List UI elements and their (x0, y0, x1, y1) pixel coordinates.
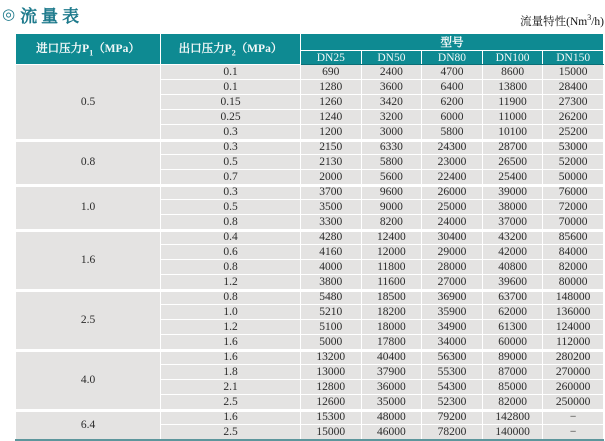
flow-value-cell: 12600 (301, 395, 362, 410)
flow-value-cell: 43200 (482, 230, 543, 245)
table-row (16, 185, 604, 200)
flow-value-cell: 72000 (543, 200, 604, 215)
flow-value-cell: 142800 (482, 410, 543, 425)
flow-value-cell: 39000 (482, 185, 543, 200)
inlet-pressure-cell: 4.0 (16, 350, 161, 410)
flow-unit-label-sup: 3 (587, 13, 592, 23)
flow-unit-label-post: /h) (591, 16, 604, 28)
flow-unit-label (520, 13, 604, 29)
flow-value-cell: 11900 (482, 95, 543, 110)
flow-value-cell: 18500 (361, 290, 422, 305)
flow-value-cell: 4000 (301, 260, 362, 275)
flow-value-cell: 4280 (301, 230, 362, 245)
flow-value-cell: 61300 (482, 320, 543, 335)
flow-value-cell: 60000 (482, 335, 543, 350)
flow-value-cell: 34900 (422, 320, 483, 335)
outlet-pressure-cell: 0.8 (161, 260, 301, 275)
outlet-pressure-cell: 0.4 (161, 230, 301, 245)
flow-value-cell: 56300 (422, 350, 483, 365)
flow-value-cell: 15000 (543, 65, 604, 80)
outlet-pressure-cell: 1.8 (161, 365, 301, 380)
flow-value-cell: 89000 (482, 350, 543, 365)
flow-value-cell: 13000 (301, 365, 362, 380)
flow-value-cell: 36000 (361, 380, 422, 395)
flow-value-cell: 9600 (361, 185, 422, 200)
flow-value-cell: 23000 (422, 155, 483, 170)
flow-value-cell: 27000 (422, 275, 483, 290)
inlet-pressure-cell: 1.0 (16, 185, 161, 230)
outlet-pressure-cell: 0.1 (161, 65, 301, 80)
outlet-pressure-cell: 1.6 (161, 350, 301, 365)
flow-value-cell: 140000 (482, 425, 543, 441)
inlet-pressure-header (16, 34, 161, 65)
flow-value-cell: 85600 (543, 230, 604, 245)
flow-value-cell: 1240 (301, 110, 362, 125)
flow-value-cell: 136000 (543, 305, 604, 320)
flow-value-cell: 6200 (422, 95, 483, 110)
outlet-pressure-cell: 0.1 (161, 80, 301, 95)
flow-value-cell: 11600 (361, 275, 422, 290)
outlet-pressure-cell: 0.5 (161, 155, 301, 170)
flow-value-cell: 5800 (422, 125, 483, 140)
flow-value-cell: 3420 (361, 95, 422, 110)
flow-value-cell: 55300 (422, 365, 483, 380)
flow-value-cell: 52000 (543, 155, 604, 170)
flow-value-cell: 35000 (361, 395, 422, 410)
flow-value-cell: 270000 (543, 365, 604, 380)
flow-value-cell: − (543, 425, 604, 441)
flow-value-cell: 52300 (422, 395, 483, 410)
flow-value-cell: 2400 (361, 65, 422, 80)
flow-rate-table (15, 33, 604, 441)
outlet-pressure-cell: 0.15 (161, 95, 301, 110)
flow-value-cell: 3800 (301, 275, 362, 290)
outlet-pressure-cell: 1.6 (161, 335, 301, 350)
outlet-pressure-cell: 0.25 (161, 110, 301, 125)
flow-value-cell: 37900 (361, 365, 422, 380)
flow-unit-label-pre: 流量特性(Nm (520, 16, 588, 28)
flow-value-cell: 2130 (301, 155, 362, 170)
flow-value-cell: 124000 (543, 320, 604, 335)
flow-value-cell: 4160 (301, 245, 362, 260)
flow-value-cell: 2150 (301, 140, 362, 155)
flow-value-cell: 10100 (482, 125, 543, 140)
flow-value-cell: 18200 (361, 305, 422, 320)
dn-column-header: DN50 (361, 51, 422, 65)
outlet-pressure-cell: 0.3 (161, 140, 301, 155)
dn-column-header: DN80 (422, 51, 483, 65)
flow-value-cell: 63700 (482, 290, 543, 305)
flow-value-cell: 5600 (361, 170, 422, 185)
flow-value-cell: 17800 (361, 335, 422, 350)
flow-value-cell: 26200 (543, 110, 604, 125)
flow-value-cell: 24300 (422, 140, 483, 155)
dn-column-header: DN100 (482, 51, 543, 65)
flow-value-cell: 1200 (301, 125, 362, 140)
dn-column-header: DN25 (301, 51, 362, 65)
flow-value-cell: 260000 (543, 380, 604, 395)
outlet-pressure-cell: 0.3 (161, 125, 301, 140)
flow-value-cell: 11800 (361, 260, 422, 275)
flow-value-cell: 53000 (543, 140, 604, 155)
flow-value-cell: 3700 (301, 185, 362, 200)
inlet-pressure-cell: 0.8 (16, 140, 161, 185)
inlet-pressure-cell: 1.6 (16, 230, 161, 290)
outlet-pressure-cell: 2.1 (161, 380, 301, 395)
flow-value-cell: 112000 (543, 335, 604, 350)
outlet-pressure-cell: 0.8 (161, 290, 301, 305)
flow-value-cell: 5480 (301, 290, 362, 305)
outlet-pressure-cell: 0.6 (161, 245, 301, 260)
section-marker-icon: ◎ (2, 7, 16, 23)
flow-value-cell: 11000 (482, 110, 543, 125)
flow-value-cell: 82000 (482, 395, 543, 410)
flow-value-cell: 3000 (361, 125, 422, 140)
flow-value-cell: − (543, 410, 604, 425)
flow-value-cell: 85000 (482, 380, 543, 395)
flow-value-cell: 5000 (301, 335, 362, 350)
flow-value-cell: 26000 (422, 185, 483, 200)
flow-value-cell: 148000 (543, 290, 604, 305)
flow-value-cell: 5800 (361, 155, 422, 170)
dn-column-header: DN150 (543, 51, 604, 65)
flow-value-cell: 25200 (543, 125, 604, 140)
flow-value-cell: 15000 (301, 425, 362, 441)
flow-value-cell: 82000 (543, 260, 604, 275)
flow-value-cell: 39600 (482, 275, 543, 290)
flow-value-cell: 46000 (361, 425, 422, 441)
flow-value-cell: 28400 (543, 80, 604, 95)
flow-value-cell: 9000 (361, 200, 422, 215)
flow-value-cell: 54300 (422, 380, 483, 395)
flow-value-cell: 80000 (543, 275, 604, 290)
inlet-pressure-cell: 6.4 (16, 410, 161, 441)
outlet-pressure-cell: 2.5 (161, 425, 301, 441)
inlet-pressure-cell: 0.5 (16, 65, 161, 140)
outlet-header-unit: （MPa） (235, 43, 283, 56)
outlet-header-text: 出口压力P (178, 43, 232, 56)
flow-value-cell: 40400 (361, 350, 422, 365)
table-row (16, 290, 604, 305)
flow-value-cell: 25000 (422, 200, 483, 215)
flow-value-cell: 250000 (543, 395, 604, 410)
flow-value-cell: 6330 (361, 140, 422, 155)
flow-value-cell: 13800 (482, 80, 543, 95)
flow-value-cell: 26500 (482, 155, 543, 170)
outlet-pressure-cell: 2.5 (161, 395, 301, 410)
flow-value-cell: 280200 (543, 350, 604, 365)
flow-value-cell: 12800 (301, 380, 362, 395)
flow-value-cell: 6400 (422, 80, 483, 95)
flow-value-cell: 4700 (422, 65, 483, 80)
flow-value-cell: 8200 (361, 215, 422, 230)
flow-value-cell: 62000 (482, 305, 543, 320)
table-row (16, 230, 604, 245)
outlet-pressure-cell: 1.2 (161, 275, 301, 290)
flow-value-cell: 38000 (482, 200, 543, 215)
outlet-pressure-cell: 0.7 (161, 170, 301, 185)
model-header: 型号 (301, 34, 604, 51)
flow-value-cell: 36900 (422, 290, 483, 305)
flow-value-cell: 50000 (543, 170, 604, 185)
flow-value-cell: 30400 (422, 230, 483, 245)
outlet-pressure-cell: 0.3 (161, 185, 301, 200)
flow-value-cell: 35900 (422, 305, 483, 320)
flow-value-cell: 84000 (543, 245, 604, 260)
flow-value-cell: 70000 (543, 215, 604, 230)
flow-value-cell: 87000 (482, 365, 543, 380)
table-row (16, 140, 604, 155)
flow-value-cell: 27300 (543, 95, 604, 110)
outlet-pressure-cell: 1.0 (161, 305, 301, 320)
flow-value-cell: 690 (301, 65, 362, 80)
flow-value-cell: 12000 (361, 245, 422, 260)
flow-value-cell: 18000 (361, 320, 422, 335)
flow-value-cell: 24000 (422, 215, 483, 230)
flow-value-cell: 3600 (361, 80, 422, 95)
flow-value-cell: 15300 (301, 410, 362, 425)
flow-value-cell: 1260 (301, 95, 362, 110)
outlet-pressure-header (161, 34, 301, 65)
flow-value-cell: 22400 (422, 170, 483, 185)
flow-value-cell: 29000 (422, 245, 483, 260)
flow-value-cell: 2000 (301, 170, 362, 185)
inlet-header-unit: （MPa） (93, 43, 140, 56)
flow-value-cell: 42000 (482, 245, 543, 260)
flow-value-cell: 37000 (482, 215, 543, 230)
flow-value-cell: 78200 (422, 425, 483, 441)
inlet-header-text: 进口压力P (36, 43, 90, 56)
table-row (16, 350, 604, 365)
page-title: 流量表 (20, 7, 84, 26)
inlet-header-sub: 1 (89, 48, 94, 58)
outlet-pressure-cell: 0.8 (161, 215, 301, 230)
flow-value-cell: 25400 (482, 170, 543, 185)
flow-value-cell: 13200 (301, 350, 362, 365)
flow-value-cell: 40800 (482, 260, 543, 275)
flow-value-cell: 5100 (301, 320, 362, 335)
outlet-header-sub: 2 (231, 48, 236, 58)
flow-value-cell: 48000 (361, 410, 422, 425)
header-row-top (16, 34, 604, 51)
flow-value-cell: 3300 (301, 215, 362, 230)
flow-value-cell: 28000 (422, 260, 483, 275)
flow-value-cell: 3500 (301, 200, 362, 215)
flow-value-cell: 12400 (361, 230, 422, 245)
flow-value-cell: 79200 (422, 410, 483, 425)
table-row (16, 410, 604, 425)
flow-value-cell: 1280 (301, 80, 362, 95)
table-row (16, 65, 604, 80)
flow-value-cell: 5210 (301, 305, 362, 320)
inlet-pressure-cell: 2.5 (16, 290, 161, 350)
flow-value-cell: 6000 (422, 110, 483, 125)
flow-value-cell: 28700 (482, 140, 543, 155)
flow-value-cell: 8600 (482, 65, 543, 80)
outlet-pressure-cell: 1.6 (161, 410, 301, 425)
section-title (2, 2, 83, 27)
outlet-pressure-cell: 0.5 (161, 200, 301, 215)
flow-value-cell: 34000 (422, 335, 483, 350)
flow-value-cell: 76000 (543, 185, 604, 200)
flow-value-cell: 3200 (361, 110, 422, 125)
outlet-pressure-cell: 1.2 (161, 320, 301, 335)
